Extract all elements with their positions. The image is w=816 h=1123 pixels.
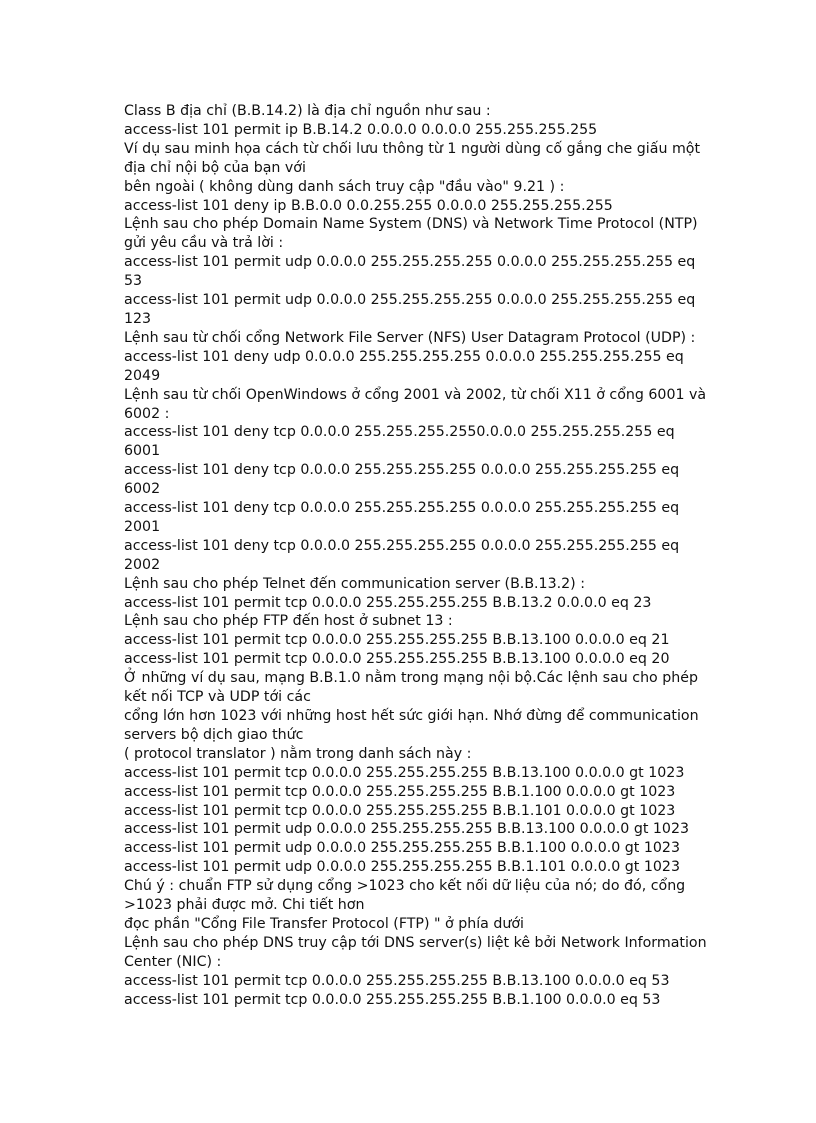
text-line: >1023 phải được mở. Chi tiết hơn bbox=[124, 897, 365, 914]
text-line: Lệnh sau cho phép Telnet đến communication server (B.B.13.2) : bbox=[124, 575, 585, 592]
text-line: access-list 101 permit ip B.B.14.2 0.0.0.0 0.0.0.0 255.255.255.255 bbox=[124, 121, 598, 138]
text-line: địa chỉ nội bộ của bạn với bbox=[124, 159, 306, 176]
text-line: access-list 101 deny tcp 0.0.0.0 255.255.255.255 0.0.0.0 255.255.255.255 eq bbox=[124, 462, 680, 479]
text-line: 6001 bbox=[124, 443, 161, 460]
text-line: 53 bbox=[124, 273, 143, 290]
text-line: access-list 101 permit udp 0.0.0.0 255.255.255.255 0.0.0.0 255.255.255.255 eq bbox=[124, 292, 696, 309]
text-line: Lệnh sau cho phép DNS truy cập tới DNS server(s) liệt kê bởi Network Information bbox=[124, 934, 707, 951]
text-line: Lệnh sau từ chối cổng Network File Server (NFS) User Datagram Protocol (UDP) : bbox=[124, 329, 696, 346]
text-line: access-list 101 permit tcp 0.0.0.0 255.255.255.255 B.B.1.101 0.0.0.0 gt 1023 bbox=[124, 802, 676, 819]
text-line: Center (NIC) : bbox=[124, 953, 222, 970]
text-line: access-list 101 permit tcp 0.0.0.0 255.255.255.255 B.B.13.2 0.0.0.0 eq 23 bbox=[124, 594, 652, 611]
text-line: Lệnh sau từ chối OpenWindows ở cổng 2001 và 2002, từ chối X11 ở cổng 6001 và bbox=[124, 386, 707, 403]
text-line: access-list 101 permit tcp 0.0.0.0 255.255.255.255 B.B.1.100 0.0.0.0 eq 53 bbox=[124, 991, 661, 1008]
text-line: access-list 101 deny tcp 0.0.0.0 255.255.255.2550.0.0.0 255.255.255.255 eq bbox=[124, 424, 675, 441]
text-line: 2049 bbox=[124, 367, 161, 384]
text-line: 123 bbox=[124, 310, 152, 327]
text-line: servers bộ dịch giao thức bbox=[124, 726, 304, 743]
text-line: access-list 101 deny ip B.B.0.0 0.0.255.255 0.0.0.0 255.255.255.255 bbox=[124, 197, 613, 214]
text-line: đọc phần "Cổng File Transfer Protocol (FTP) " ở phía dưới bbox=[124, 915, 524, 932]
text-line: access-list 101 deny udp 0.0.0.0 255.255.255.255 0.0.0.0 255.255.255.255 eq bbox=[124, 348, 684, 365]
text-line: access-list 101 permit udp 0.0.0.0 255.255.255.255 B.B.1.100 0.0.0.0 gt 1023 bbox=[124, 840, 680, 857]
text-line: access-list 101 deny tcp 0.0.0.0 255.255.255.255 0.0.0.0 255.255.255.255 eq bbox=[124, 537, 680, 554]
text-line: Class B địa chỉ (B.B.14.2) là địa chỉ nguồn như sau : bbox=[124, 103, 491, 119]
text-line: 6002 : bbox=[124, 405, 170, 422]
text-line: ( protocol translator ) nằm trong danh sách này : bbox=[124, 745, 472, 762]
text-line: kết nối TCP và UDP tới các bbox=[124, 689, 311, 706]
text-line: access-list 101 permit tcp 0.0.0.0 255.255.255.255 B.B.13.100 0.0.0.0 eq 21 bbox=[124, 632, 670, 649]
text-line: Chú ý : chuẩn FTP sử dụng cổng >1023 cho kết nối dữ liệu của nó; do đó, cổng bbox=[124, 878, 686, 895]
text-line: access-list 101 deny tcp 0.0.0.0 255.255.255.255 0.0.0.0 255.255.255.255 eq bbox=[124, 500, 680, 517]
text-line: 2002 bbox=[124, 556, 161, 573]
text-line: access-list 101 permit tcp 0.0.0.0 255.255.255.255 B.B.1.100 0.0.0.0 gt 1023 bbox=[124, 783, 676, 800]
text-line: bên ngoài ( không dùng danh sách truy cập "đầu vào" 9.21 ) : bbox=[124, 178, 565, 195]
text-line: Lệnh sau cho phép FTP đến host ở subnet 13 : bbox=[124, 613, 453, 630]
text-line: access-list 101 permit udp 0.0.0.0 255.255.255.255 B.B.1.101 0.0.0.0 gt 1023 bbox=[124, 859, 680, 876]
text-line: Ví dụ sau minh họa cách từ chối lưu thông từ 1 người dùng cố gắng che giấu một bbox=[124, 140, 701, 157]
text-line: access-list 101 permit udp 0.0.0.0 255.255.255.255 B.B.13.100 0.0.0.0 gt 1023 bbox=[124, 821, 689, 838]
document-page bbox=[124, 102, 744, 1010]
text-line: Lệnh sau cho phép Domain Name System (DNS) và Network Time Protocol (NTP) bbox=[124, 216, 698, 233]
text-line: gửi yêu cầu và trả lời : bbox=[124, 235, 284, 252]
text-line: access-list 101 permit tcp 0.0.0.0 255.255.255.255 B.B.13.100 0.0.0.0 gt 1023 bbox=[124, 764, 685, 781]
text-line: access-list 101 permit tcp 0.0.0.0 255.255.255.255 B.B.13.100 0.0.0.0 eq 53 bbox=[124, 972, 670, 989]
text-line: access-list 101 permit udp 0.0.0.0 255.255.255.255 0.0.0.0 255.255.255.255 eq bbox=[124, 254, 696, 271]
text-line: Ở những ví dụ sau, mạng B.B.1.0 nằm trong mạng nội bộ.Các lệnh sau cho phép bbox=[124, 670, 698, 687]
text-line: 6002 bbox=[124, 481, 161, 498]
text-line: 2001 bbox=[124, 518, 161, 535]
text-line: access-list 101 permit tcp 0.0.0.0 255.255.255.255 B.B.13.100 0.0.0.0 eq 20 bbox=[124, 651, 670, 668]
text-line: cổng lớn hơn 1023 với những host hết sức giới hạn. Nhớ đừng để communication bbox=[124, 708, 699, 724]
